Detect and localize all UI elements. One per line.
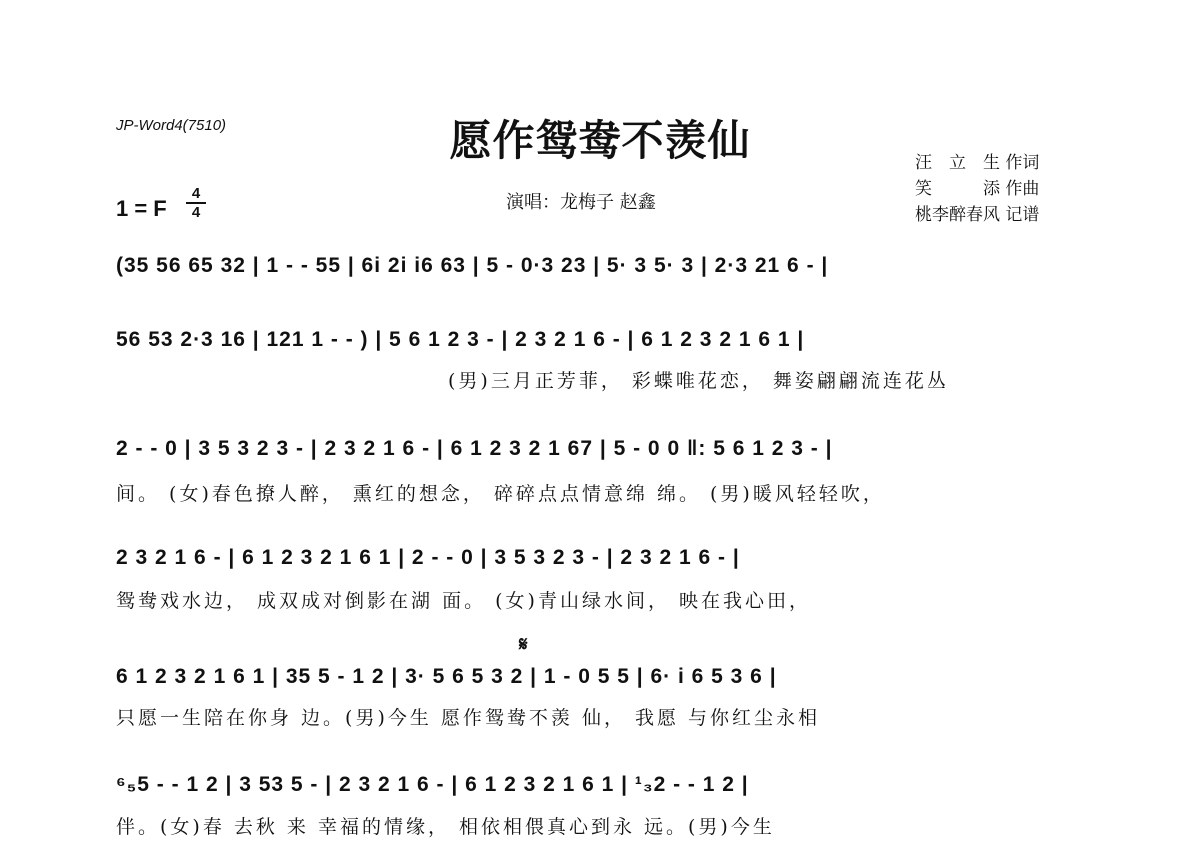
key-signature: 1 = F <box>116 196 167 221</box>
score-row-3-notes: 2 - - 0 | 3 5 3 2 3 - | 2 3 2 1 6 - | 6 1 2 3 2 1 67 | 5 - 0 0 ‖: 5 6 1 2 3 - | <box>116 437 833 460</box>
time-bottom: 4 <box>191 204 201 221</box>
score-row-4-notes: 2 3 2 1 6 - | 6 1 2 3 2 1 6 1 | 2 - - 0 | 3 5 3 2 3 - | 2 3 2 1 6 - | <box>116 546 740 569</box>
score-row-3-lyrics: 间。 (女)春色撩人醉， 熏红的想念， 碎碎点点情意绵 绵。 (男)暖风轻轻吹， <box>116 483 885 505</box>
score-row-2-notes: 56 53 2·3 16 | 121 1 - - ) | 5 6 1 2 3 - | 2 3 2 1 6 - | 6 1 2 3 2 1 6 1 | <box>116 328 805 351</box>
song-title: 愿作鸳鸯不羡仙 <box>449 116 751 165</box>
software-label: JP-Word4(7510) <box>116 117 227 134</box>
score-row-4-lyrics: 鸳鸯戏水边， 成双成对倒影在湖 面。 (女)青山绿水间， 映在我心田， <box>116 590 811 612</box>
score-row-2-lyrics: (男)三月正芳菲， 彩蝶唯花恋， 舞姿翩翩流连花丛 <box>448 370 949 392</box>
credits-block <box>915 150 1039 228</box>
score-row-5-lyrics: 只愿一生陪在你身 边。(男)今生 愿作鸳鸯不羡 仙， 我愿 与你红尘永相 <box>116 707 821 729</box>
score-row-5-notes: 6 1 2 3 2 1 6 1 | 35 5 - 1 2 | 3· 5 6 5 3 2 | 1 - 0 5 5 | 6· i 6 5 3 6 | <box>116 665 777 688</box>
transcriber-credit: 桃李醉春风 记谱 <box>915 205 1040 225</box>
time-top: 4 <box>191 185 201 202</box>
time-signature <box>186 186 206 220</box>
lyricist-credit: 汪 立 生 作词 <box>915 153 1040 173</box>
singer-line: 演唱：龙梅子 赵鑫 <box>506 192 656 213</box>
composer-credit: 笑 添 作曲 <box>915 179 1040 199</box>
score-row-6-lyrics: 伴。(女)春 去秋 来 幸福的情缘， 相依相偎真心到永 远。(男)今生 <box>116 816 775 838</box>
segno-icon: 𝄋 <box>519 632 528 656</box>
score-row-1-notes: (35 56 65 32 | 1 - - 55 | 6i 2i i6 63 | 5 - 0·3 23 | 5· 3 5· 3 | 2·3 21 6 - | <box>116 254 829 277</box>
score-row-6-notes: ⁶₅5 - - 1 2 | 3 53 5 - | 2 3 2 1 6 - | 6 1 2 3 2 1 6 1 | ¹₃2 - - 1 2 | <box>116 773 749 796</box>
